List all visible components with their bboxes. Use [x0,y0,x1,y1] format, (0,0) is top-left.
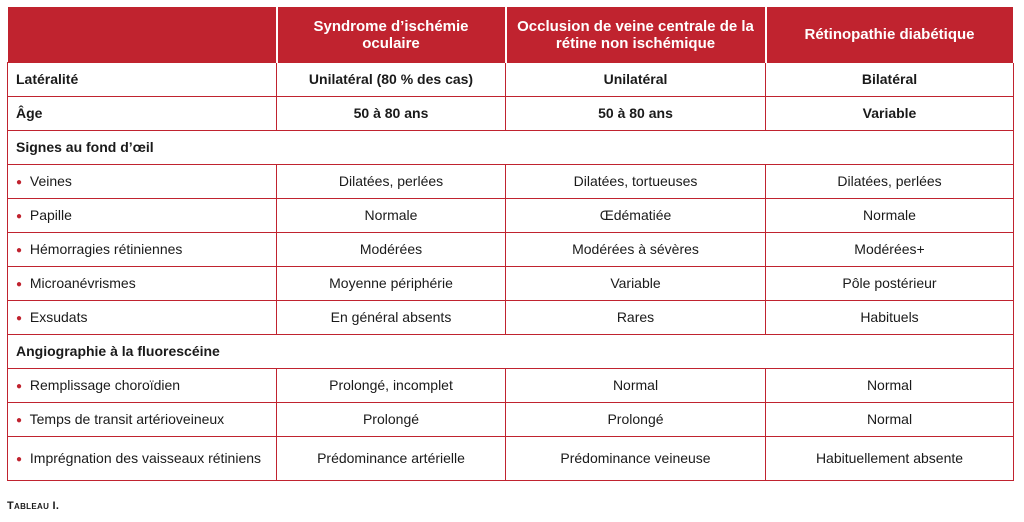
row-label: Exsudats [29,308,88,325]
table-cell: Prédominance veineuse [506,437,766,481]
section-label: Signes au fond d’œil [8,131,1014,165]
table-cell: Normal [506,369,766,403]
section-label: Angiographie à la fluorescéine [8,335,1014,369]
table-cell: Normal [766,369,1014,403]
row-label-cell [8,437,277,481]
table-cell: Bilatéral [766,63,1014,97]
table-cell: Prédominance artérielle [277,437,506,481]
table-row-age [8,97,1014,131]
table-cell: Unilatéral [506,63,766,97]
bullet-icon: ● [16,312,23,324]
header-cell-empty [8,7,277,63]
bullet-icon: ● [16,244,23,256]
row-label: Temps de transit artérioveineux [29,410,225,427]
table-cell: Dilatées, tortueuses [506,165,766,199]
table-cell: Dilatées, perlées [277,165,506,199]
table-header-row [8,7,1014,63]
table-cell: 50 à 80 ans [277,97,506,131]
bullet-icon: ● [16,453,23,465]
row-label: Veines [29,172,72,189]
row-label-cell [8,267,277,301]
table-caption: Tableau I. [7,500,60,512]
row-label-cell [8,369,277,403]
table-row-exsudats [8,301,1014,335]
bullet-icon: ● [16,414,23,426]
table-cell: Modérées à sévères [506,233,766,267]
table-cell: Prolongé [506,403,766,437]
table-cell: Prolongé [277,403,506,437]
header-diabetic-retinopathy: Rétinopathie diabétique [766,7,1014,63]
table-cell: Rares [506,301,766,335]
row-label-cell [8,301,277,335]
bullet-icon: ● [16,380,23,392]
table-cell: Modérées [277,233,506,267]
table-cell: Variable [766,97,1014,131]
table-cell: Normale [766,199,1014,233]
bullet-icon: ● [16,176,23,188]
table-cell: Variable [506,267,766,301]
table-row-microanevrismes [8,267,1014,301]
row-label: Imprégnation des vaisseaux rétiniens [29,449,262,466]
table-cell: 50 à 80 ans [506,97,766,131]
table-row-impregnation [8,437,1014,481]
row-label-cell [8,403,277,437]
table-row-remplissage [8,369,1014,403]
table-cell: Pôle postérieur [766,267,1014,301]
table-cell: Habituels [766,301,1014,335]
row-label: Remplissage choroïdien [29,376,181,393]
header-central-vein-occlusion: Occlusion de veine centrale de la rétine non ischémique [506,7,766,63]
row-label-cell [8,233,277,267]
row-label: Latéralité [8,63,277,97]
bullet-icon: ● [16,278,23,290]
table-cell: Dilatées, perlées [766,165,1014,199]
bullet-icon: ● [16,210,23,222]
table-cell: Modérées+ [766,233,1014,267]
table-row-veines [8,165,1014,199]
table-cell: Prolongé, incomplet [277,369,506,403]
row-label: Âge [8,97,277,131]
table-row-hemorragies [8,233,1014,267]
table-cell: Unilatéral (80 % des cas) [277,63,506,97]
row-label: Papille [29,206,72,223]
section-row-fond-oeil [8,131,1014,165]
row-label: Hémorragies rétiniennes [29,240,183,257]
table-row-papille [8,199,1014,233]
row-label-cell [8,165,277,199]
table-cell: En général absents [277,301,506,335]
table-cell: Normal [766,403,1014,437]
table-row-transit [8,403,1014,437]
row-label: Microanévrismes [29,274,136,291]
comparison-table-container [7,7,1013,481]
header-ischemic-ocular-syndrome: Syndrome d’ischémie oculaire [277,7,506,63]
table-cell: Moyenne périphérie [277,267,506,301]
table-cell: Œdématiée [506,199,766,233]
section-row-angiographie [8,335,1014,369]
table-cell: Habituellement absente [766,437,1014,481]
row-label-cell [8,199,277,233]
table-row-lateralite [8,63,1014,97]
comparison-table [7,7,1015,481]
table-cell: Normale [277,199,506,233]
